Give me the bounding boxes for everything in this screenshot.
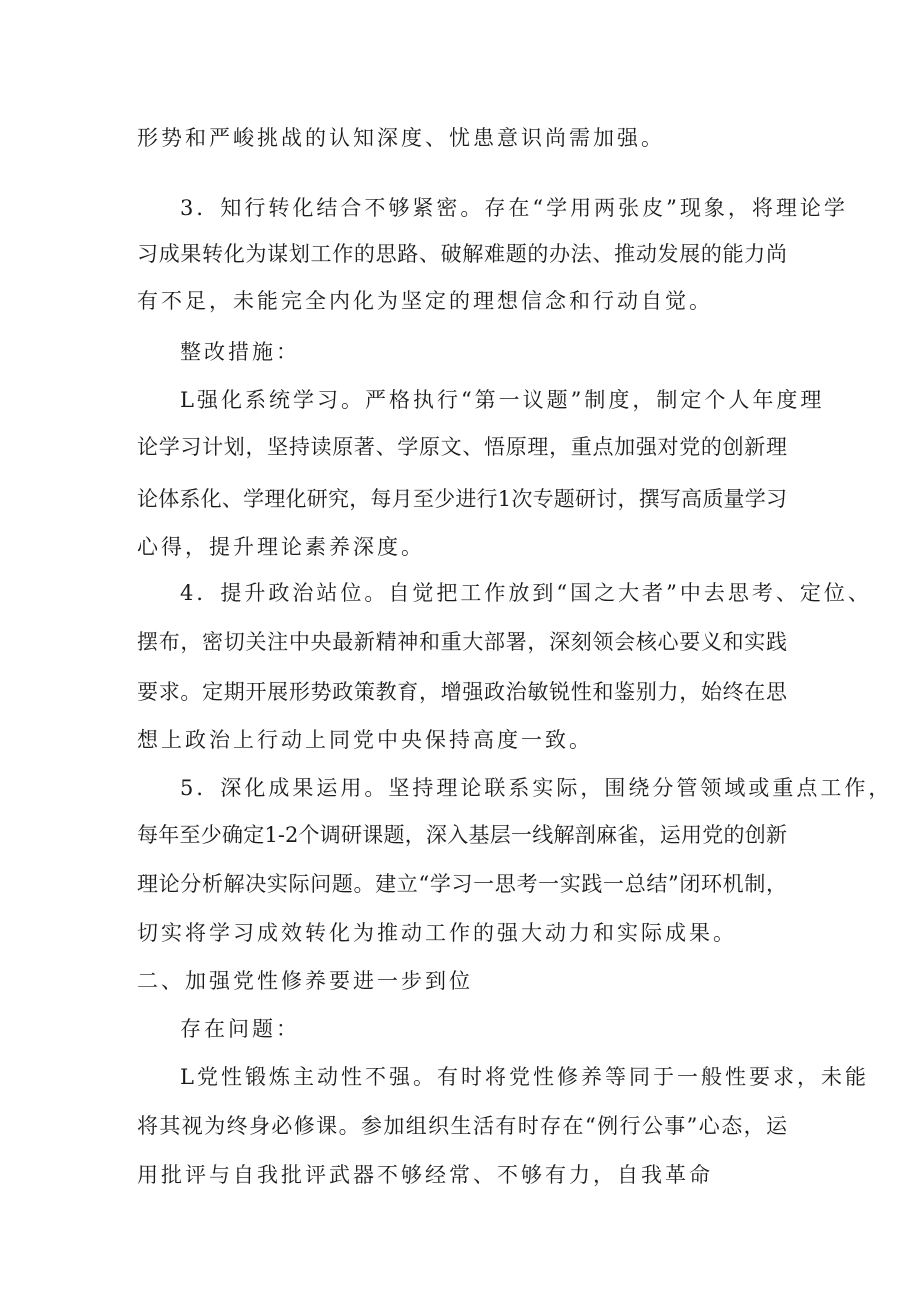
text-line: 心得，提升理论素养深度。 [137, 535, 425, 559]
text-line: 将其视为终身必修课。参加组织生活有时存在“例行公事”心态，运 [137, 1114, 787, 1138]
text-line: 想上政治上行动上同党中央保持高度一致。 [137, 728, 593, 752]
text-line: 摆布，密切关注中央最新精神和重大部署，深刻领会核心要义和实践 [137, 630, 787, 654]
text-line: 理论分析解决实际问题。建立“学习一思考一实践一总结”闭环机制， [137, 872, 787, 896]
text-line: 论学习计划，坚持读原著、学原文、悟原理，重点加强对党的创新理 [137, 435, 787, 459]
text-line: L党性锻炼主动性不强。有时将党性修养等同于一般性要求，未能 [180, 1065, 869, 1089]
section-heading: 整改措施： [180, 340, 300, 364]
text-line: 5．深化成果运用。坚持理论联系实际，围绕分管领域或重点工作， [180, 776, 893, 800]
text-line: 要求。定期开展形势政策教育，增强政治敏锐性和鉴别力，始终在思 [137, 680, 787, 704]
section-title: 二、加强党性修养要进一步到位 [137, 969, 473, 993]
text-line: 切实将学习成效转化为推动工作的强大动力和实际成果。 [137, 921, 737, 945]
text-line: 每年至少确定1-2个调研课题，深入基层一线解剖麻雀，运用党的创新 [137, 823, 787, 847]
text-line: 3．知行转化结合不够紧密。存在“学用两张皮”现象，将理论学 [180, 196, 848, 220]
section-heading: 存在问题： [180, 1017, 300, 1041]
text-line: 习成果转化为谋划工作的思路、破解难题的办法、推动发展的能力尚 [137, 242, 787, 266]
text-line: 有不足，未能完全内化为坚定的理想信念和行动自觉。 [137, 289, 713, 313]
text-line: L强化系统学习。严格执行“第一议题”制度，制定个人年度理 [180, 388, 825, 412]
text-line: 4．提升政治站位。自觉把工作放到“国之大者”中去思考、定位、 [180, 581, 872, 605]
text-line: 用批评与自我批评武器不够经常、不够有力，自我革命 [137, 1163, 713, 1187]
text-line: 形势和严峻挑战的认知深度、忧患意识尚需加强。 [137, 126, 665, 150]
text-line: 论体系化、学理化研究，每月至少进行1次专题研讨，撰写高质量学习 [137, 487, 787, 511]
